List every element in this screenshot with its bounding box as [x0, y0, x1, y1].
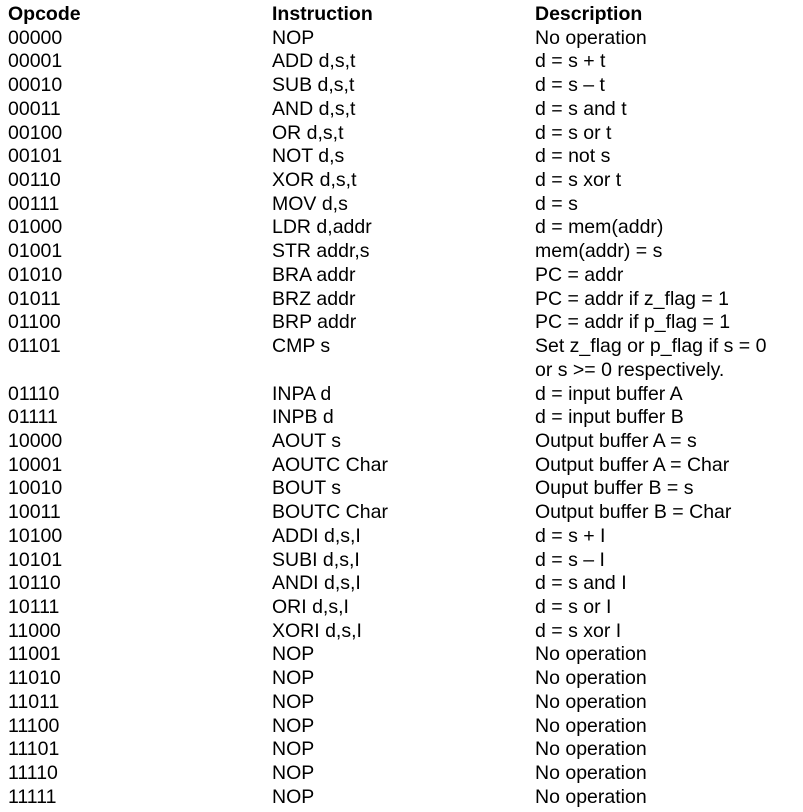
opcode-cell: 11010: [8, 667, 61, 690]
table-row: [8, 715, 803, 739]
description-cell: PC = addr if z_flag = 1: [535, 287, 730, 310]
table-row: [8, 596, 803, 620]
instruction-cell: NOP: [272, 690, 315, 713]
table-row: [8, 335, 803, 382]
opcode-cell: 01100: [8, 311, 61, 334]
instruction-cell: AND d,s,t: [272, 97, 356, 120]
opcode-cell: 10101: [8, 548, 63, 571]
table-header: [8, 3, 803, 27]
opcode-cell: 00111: [8, 192, 60, 215]
description-cell: d = s + I: [535, 524, 606, 547]
description-cell: d = s or t: [535, 121, 612, 144]
instruction-cell: NOT d,s: [272, 145, 345, 168]
instruction-cell: ORI d,s,I: [272, 595, 349, 618]
description-cell: Set z_flag or p_flag if s = 0 or s >= 0 respectively.: [535, 335, 767, 381]
opcode-cell: 11100: [8, 714, 60, 737]
instruction-cell: ADD d,s,t: [272, 50, 356, 73]
instruction-cell: NOP: [272, 785, 315, 808]
opcode-cell: 00001: [8, 50, 63, 73]
table-row: [8, 145, 803, 169]
opcode-cell: 11000: [8, 619, 61, 642]
instruction-cell: MOV d,s: [272, 192, 348, 215]
table-row: [8, 691, 803, 715]
header-description: Description: [535, 3, 643, 25]
instruction-cell: XOR d,s,t: [272, 169, 357, 192]
description-cell: No operation: [535, 785, 647, 808]
table-row: [8, 288, 803, 312]
opcode-cell: 11101: [8, 738, 60, 761]
table-row: [8, 27, 803, 51]
instruction-cell: AOUT s: [272, 429, 341, 452]
table-row: [8, 406, 803, 430]
description-cell: No operation: [535, 667, 647, 690]
description-cell: Output buffer A = s: [535, 429, 697, 452]
opcode-cell: 10011: [8, 501, 61, 524]
description-cell: Output buffer B = Char: [535, 501, 732, 524]
table-row: [8, 122, 803, 146]
table-row: [8, 643, 803, 667]
description-cell: No operation: [535, 714, 647, 737]
instruction-cell: STR addr,s: [272, 240, 370, 263]
instruction-cell: NOP: [272, 714, 315, 737]
opcode-cell: 00000: [8, 26, 63, 49]
description-cell: d = input buffer B: [535, 406, 684, 429]
instruction-cell: ANDI d,s,I: [272, 572, 361, 595]
opcode-cell: 01110: [8, 382, 60, 405]
description-cell: Output buffer A = Char: [535, 453, 730, 476]
instruction-cell: NOP: [272, 738, 315, 761]
instruction-set-table: [8, 3, 803, 809]
description-cell: No operation: [535, 738, 647, 761]
table-row: [8, 620, 803, 644]
table-row: [8, 738, 803, 762]
instruction-cell: ADDI d,s,I: [272, 524, 361, 547]
table-row: [8, 762, 803, 786]
description-cell: d = s or I: [535, 595, 612, 618]
description-cell: PC = addr if p_flag = 1: [535, 311, 731, 334]
table-row: [8, 216, 803, 240]
instruction-cell: NOP: [272, 667, 315, 690]
instruction-cell: NOP: [272, 762, 315, 785]
opcode-cell: 01101: [8, 335, 61, 358]
description-cell: d = s + t: [535, 50, 606, 73]
opcode-cell: 10010: [8, 477, 63, 500]
header-instruction: Instruction: [272, 3, 373, 25]
opcode-cell: 01001: [8, 240, 63, 263]
description-cell: d = not s: [535, 145, 611, 168]
description-cell: No operation: [535, 643, 647, 666]
table-row: [8, 572, 803, 596]
table-row: [8, 311, 803, 335]
table-row: [8, 786, 803, 810]
description-cell: d = s xor t: [535, 169, 622, 192]
opcode-cell: 00010: [8, 74, 63, 97]
instruction-cell: BOUT s: [272, 477, 341, 500]
table-row: [8, 454, 803, 478]
opcode-cell: 01111: [8, 406, 58, 429]
instruction-cell: LDR d,addr: [272, 216, 372, 239]
instruction-cell: NOP: [272, 26, 315, 49]
header-opcode: Opcode: [8, 3, 81, 25]
table-row: [8, 74, 803, 98]
opcode-cell: 01000: [8, 216, 63, 239]
instruction-cell: INPA d: [272, 382, 332, 405]
opcode-cell: 10001: [8, 453, 63, 476]
instruction-cell: INPB d: [272, 406, 334, 429]
description-cell: d = mem(addr): [535, 216, 664, 239]
instruction-cell: BRA addr: [272, 263, 356, 286]
opcode-cell: 11111: [8, 785, 57, 808]
instruction-cell: XORI d,s,I: [272, 619, 362, 642]
instruction-cell: BRP addr: [272, 311, 357, 334]
instruction-cell: OR d,s,t: [272, 121, 344, 144]
table-row: [8, 667, 803, 691]
instruction-cell: NOP: [272, 643, 315, 666]
instruction-cell: SUBI d,s,I: [272, 548, 360, 571]
description-cell: PC = addr: [535, 263, 624, 286]
description-cell: d = s xor I: [535, 619, 622, 642]
table-row: [8, 383, 803, 407]
instruction-cell: AOUTC Char: [272, 453, 388, 476]
description-cell: mem(addr) = s: [535, 240, 663, 263]
table-row: [8, 477, 803, 501]
description-cell: No operation: [535, 690, 647, 713]
opcode-cell: 00101: [8, 145, 63, 168]
opcode-cell: 10100: [8, 524, 63, 547]
opcode-cell: 10110: [8, 572, 61, 595]
instruction-cell: BRZ addr: [272, 287, 356, 310]
table-row: [8, 430, 803, 454]
opcode-cell: 10000: [8, 429, 63, 452]
table-row: [8, 193, 803, 217]
opcode-cell: 00100: [8, 121, 63, 144]
table-row: [8, 264, 803, 288]
table-row: [8, 240, 803, 264]
opcode-cell: 11001: [8, 643, 61, 666]
table-row: [8, 525, 803, 549]
table-row: [8, 98, 803, 122]
table-row: [8, 501, 803, 525]
opcode-cell: 11011: [8, 690, 60, 713]
description-cell: No operation: [535, 762, 647, 785]
table-row: [8, 549, 803, 573]
opcode-cell: 00011: [8, 97, 61, 120]
description-cell: d = s – I: [535, 548, 605, 571]
description-cell: Ouput buffer B = s: [535, 477, 694, 500]
opcode-cell: 11110: [8, 762, 58, 785]
table-row: [8, 169, 803, 193]
instruction-cell: SUB d,s,t: [272, 74, 355, 97]
description-cell: d = s and t: [535, 97, 627, 120]
instruction-cell: BOUTC Char: [272, 501, 388, 524]
description-cell: d = s and I: [535, 572, 627, 595]
opcode-cell: 01010: [8, 263, 63, 286]
opcode-cell: 01011: [8, 287, 61, 310]
opcode-cell: 00110: [8, 169, 61, 192]
description-cell: d = s: [535, 192, 578, 215]
opcode-cell: 10111: [8, 595, 60, 618]
instruction-cell: CMP s: [272, 335, 331, 358]
description-cell: d = s – t: [535, 74, 605, 97]
description-cell: No operation: [535, 26, 647, 49]
table-row: [8, 50, 803, 74]
table-body: [8, 27, 803, 810]
description-cell: d = input buffer A: [535, 382, 683, 405]
